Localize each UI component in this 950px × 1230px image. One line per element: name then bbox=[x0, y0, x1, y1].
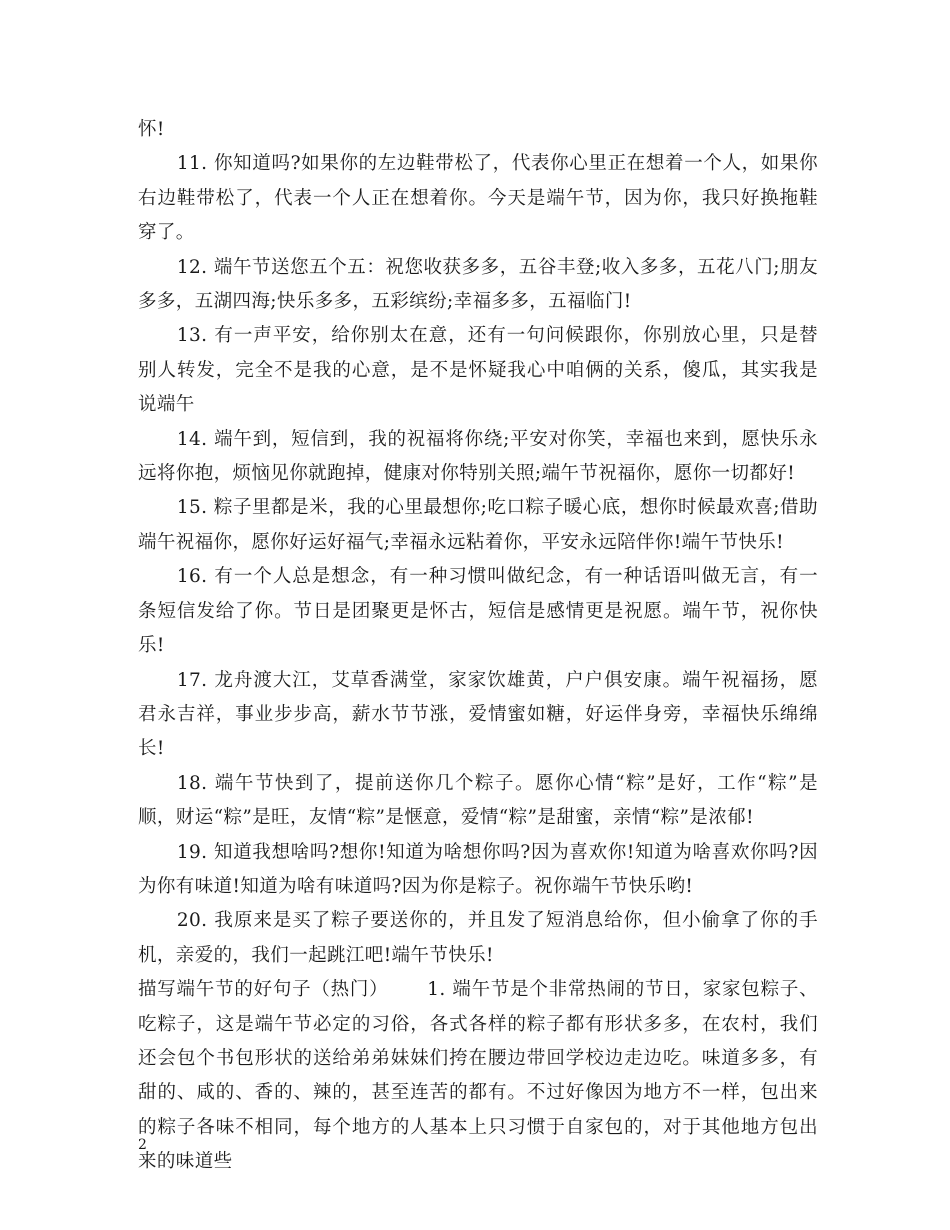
list-item-11: 11. 你知道吗?如果你的左边鞋带松了，代表你心里正在想着一个人，如果你右边鞋带松了，代表一个人正在想着你。今天是端午节，因为你，我只好换拖鞋穿了。 bbox=[138, 153, 818, 244]
continuation-line: 怀! bbox=[138, 119, 165, 140]
page-content bbox=[138, 113, 818, 1180]
list-item-13: 13. 有一声平安，给你别太在意，还有一句问候跟你，你别放心里，只是替别人转发，完全不是我的心意，是不是怀疑我心中咱俩的关系，傻瓜，其实我是说端午 bbox=[138, 325, 818, 416]
list-item-17: 17. 龙舟渡大江，艾草香满堂，家家饮雄黄，户户俱安康。端午祝福扬，愿君永吉祥，事业步步高，薪水节节涨，爱情蜜如糖，好运伴身旁，幸福快乐绵绵长! bbox=[138, 669, 818, 760]
list-item-14: 14. 端午到，短信到，我的祝福将你绕;平安对你笑，幸福也来到，愿快乐永远将你抱，烦恼见你就跑掉，健康对你特别关照;端午节祝福你，愿你一切都好! bbox=[138, 428, 818, 485]
list-item-18: 18. 端午节快到了，提前送你几个粽子。愿你心情“粽”是好，工作“粽”是顺，财运“粽”是旺，友情“粽”是惬意，爱情“粽”是甜蜜，亲情“粽”是浓郁! bbox=[138, 772, 818, 829]
section-paragraph bbox=[138, 973, 818, 1179]
list-item-16: 16. 有一个人总是想念，有一种习惯叫做纪念，有一种话语叫做无言，有一条短信发给了你。节日是团聚更是怀古，短信是感情更是祝愿。端午节，祝你快乐! bbox=[138, 566, 818, 657]
list-item-12: 12. 端午节送您五个五：祝您收获多多，五谷丰登;收入多多，五花八门;朋友多多，五湖四海;快乐多多，五彩缤纷;幸福多多，五福临门! bbox=[138, 256, 818, 313]
page-number: 2 bbox=[138, 1137, 147, 1153]
list-item-15: 15. 粽子里都是米，我的心里最想你;吃口粽子暖心底，想你时候最欢喜;借助端午祝福你，愿你好运好福气;幸福永远粘着你，平安永远陪伴你!端午节快乐! bbox=[138, 497, 818, 553]
section-heading: 描写端午节的好句子（热门） bbox=[138, 979, 389, 1001]
list-item-19: 19. 知道我想啥吗?想你!知道为啥想你吗?因为喜欢你!知道为啥喜欢你吗?因为你有味道!知道为啥有味道吗?因为你是粽子。祝你端午节快乐哟! bbox=[138, 841, 818, 897]
section-body: 1. 端午节是个非常热闹的节日，家家包粽子、吃粽子，这是端午节必定的习俗，各式各样的粽子都有形状多多，在农村，我们还会包个书包形状的送给弟弟妹妹们挎在腰边带回学校边走边吃。味道多多，有甜的、咸的、香的、辣的，甚至连苦的都有。不过好像因为地方不一样，包出来的粽子各味不相同，每个地方的人基本上只习惯于自家包的，对于其他地方包出来的味道些 bbox=[138, 979, 818, 1173]
list-item-20: 20. 我原来是买了粽子要送你的，并且发了短消息给你，但小偷拿了你的手机，亲爱的，我们一起跳江吧!端午节快乐! bbox=[138, 910, 818, 966]
